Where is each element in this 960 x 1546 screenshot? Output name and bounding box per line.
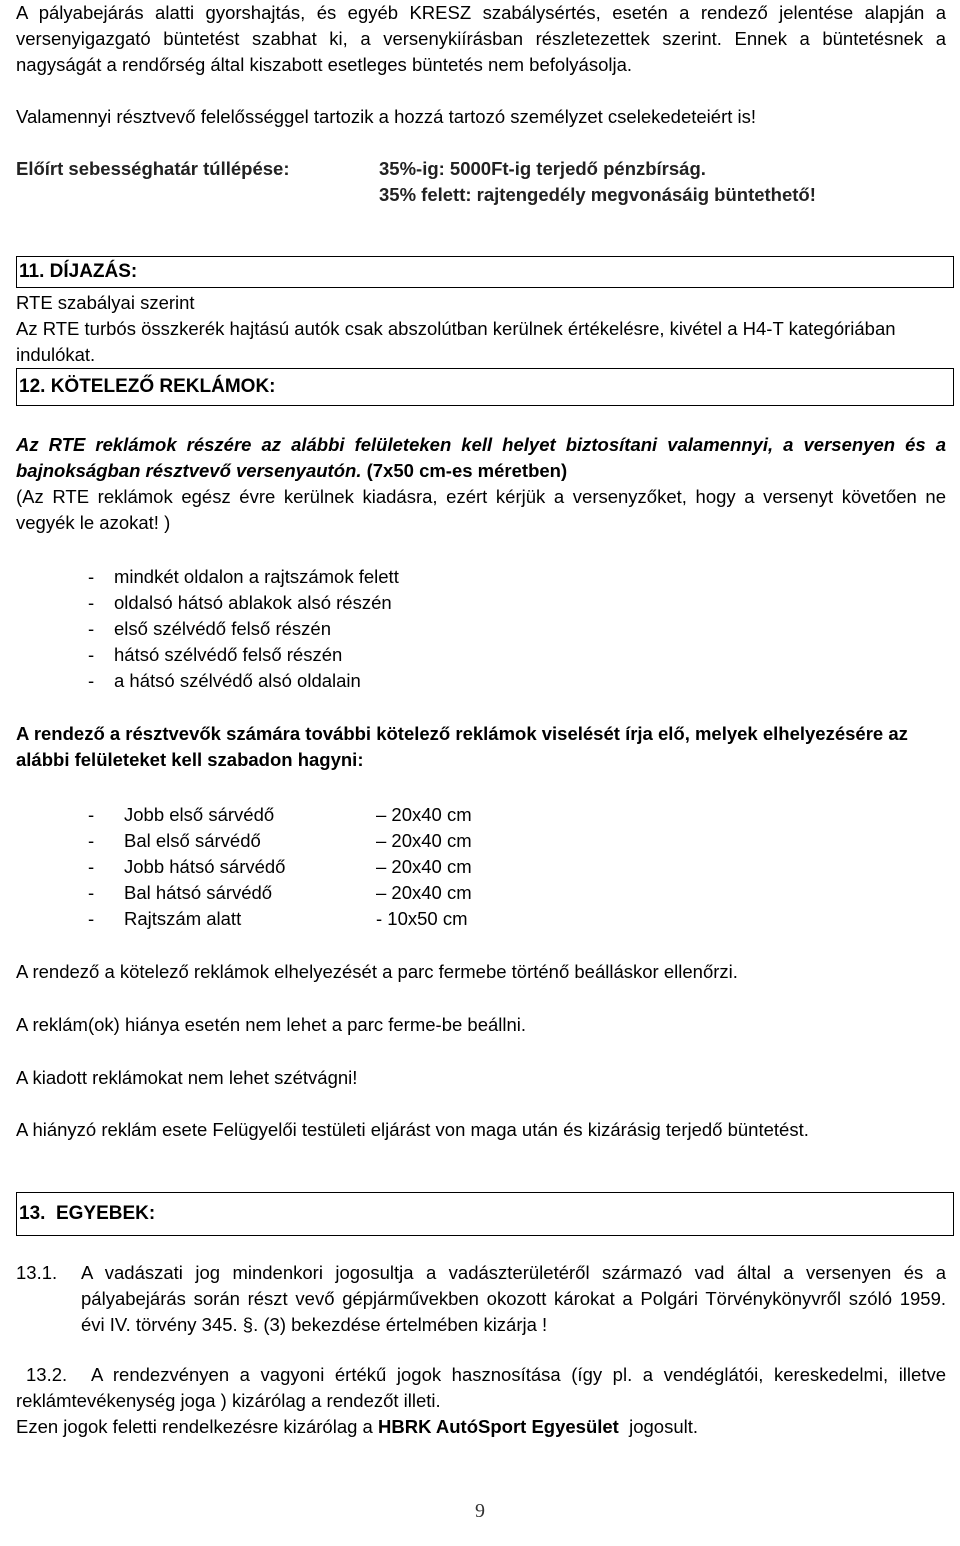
rte-ads-requirement: Az RTE reklámok részére az alábbi felületeken kell helyet biztosítani valamennyi, a versenyen és a bajnokságban résztvevő versenyautón. [16, 434, 946, 481]
section-13-title-box [16, 1192, 954, 1236]
section-11-rules: RTE szabályai szerint [16, 292, 195, 313]
organizer-name: HBRK AutóSport Egyesület [377, 1416, 619, 1437]
ads-missing-note: A reklám(ok) hiánya esetén nem lehet a parc ferme-be beállni. [16, 1014, 527, 1035]
responsibility-note: Valamennyi résztvevő felelősséggel tartozik a hozzá tartozó személyzet cselekedeteiért is! [16, 106, 757, 127]
rte-ads-note: (Az RTE reklámok egész évre kerülnek kiadásra, ezért kérjük a versenyzőket, hogy a versenyt követően ne vegyék le azokat! ) [16, 486, 946, 533]
section-12-intro [16, 432, 946, 484]
section-11-title-box [16, 256, 954, 288]
paragraph-13-1 [16, 1260, 946, 1338]
section-11-text: Az RTE turbós összkerék hajtású autók csak abszolútban kerülnek értékelésre, kivétel a H4-T kategóriában indulókat. [16, 318, 896, 365]
rte-ads-size: (7x50 cm-es méretben) [361, 460, 568, 481]
paragraph-13-rights: Ezen jogok feletti rendelkezésre kizárólag a HBRK AutóSport Egyesület jogosult. [16, 1416, 699, 1437]
section-13-title: 13. EGYEBEK: [19, 1203, 156, 1224]
paragraph-13-2-text: A rendezvényen a vagyoni értékű jogok hasznosítása (így pl. a vendéglátói, kereskedelmi, illetve reklámtevékenység joga ) kizárólag a rendezőt illeti. [16, 1364, 946, 1411]
section-12-title-box [16, 368, 954, 406]
paragraph-13-2 [16, 1362, 946, 1414]
paragraph-13-1-text: A vadászati jog mindenkori jogosultja a vadászterületéről származó vad által a versenyen és a pályabejárás során részt vevő gépjárművekben okozott károkat a Polgári Törvénykönyvről szóló 1959. évi IV. törvény 345. §. (3) bekezdése értelmében kizárja ! [81, 1262, 946, 1335]
ads-penalty-note: A hiányzó reklám esete Felügyelői testületi eljárást von maga után és kizárásig terjedő büntetést. [16, 1119, 809, 1140]
page-number: 9 [475, 1500, 485, 1522]
paragraph-13-2-number: 13.2. [26, 1364, 68, 1385]
speed-penalty-line-1: 35%-ig: 5000Ft-ig terjedő pénzbírság. [379, 158, 706, 179]
ads-check-note: A rendező a kötelező reklámok elhelyezését a parc fermebe történő beálláskor ellenőrzi. [16, 961, 738, 982]
ads-nocut-note: A kiadott reklámokat nem lehet szétvágni! [16, 1067, 358, 1088]
section-12-title: 12. KÖTELEZŐ REKLÁMOK: [19, 376, 276, 397]
paragraph-13-1-number: 13.1. [16, 1262, 58, 1283]
intro-paragraph: A pályabejárás alatti gyorshajtás, és egyéb KRESZ szabálysértés, esetén a rendező jelentése alapján a versenyigazgató büntetést szabhat ki, a versenykiírásban részletezettek szerint. Ennek a büntetésnek a nagyságát a rendőrség által kiszabott esetleges büntetés nem befolyásolja. [16, 2, 946, 75]
section-11-title: 11. DÍJAZÁS: [19, 261, 138, 282]
speed-penalty-line-2: 35% felett: rajtengedély megvonásáig büntethető! [379, 184, 816, 205]
speed-limit-label: Előírt sebességhatár túllépése: [16, 158, 290, 179]
organizer-ads-heading: A rendező a résztvevők számára további kötelező reklámok viselését írja elő, melyek elhelyezésére az alábbi felületeket kell szabadon hagyni: [16, 723, 908, 770]
